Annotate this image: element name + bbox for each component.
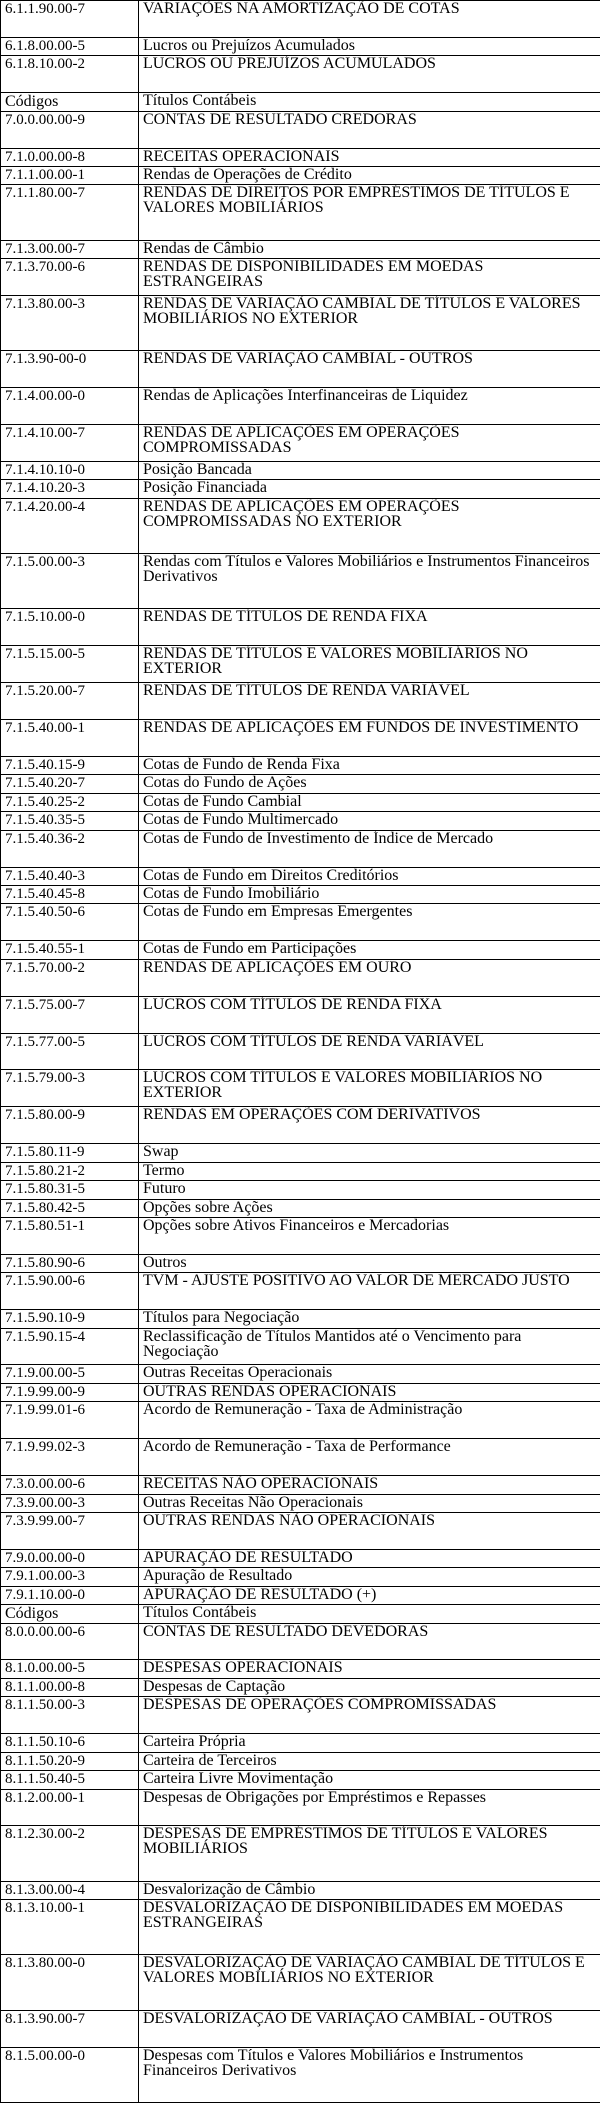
account-title xyxy=(139,646,600,683)
account-code-text: 7.1.9.99.00-9 xyxy=(5,1383,85,1400)
account-code-text: 7.1.5.80.90-6 xyxy=(5,1254,85,1271)
account-code xyxy=(1,351,139,388)
account-code-text: 7.1.4.10.00-7 xyxy=(5,425,85,442)
account-code-text: 7.1.5.75.00-7 xyxy=(5,996,85,1013)
account-code-text: 7.9.1.10.00-0 xyxy=(5,1586,85,1603)
account-code xyxy=(1,1697,139,1734)
account-code-text: 8.1.3.10.00-1 xyxy=(5,1900,85,1917)
account-code xyxy=(1,1826,139,1881)
account-code xyxy=(1,1402,139,1439)
account-title xyxy=(139,794,600,812)
account-code xyxy=(1,720,139,757)
account-title xyxy=(139,868,600,886)
account-title-text: Despesas com Títulos e Valores Mobiliários e Instrumentos Financeiros Derivativos xyxy=(143,2047,524,2079)
account-title-text: RENDAS DE APLICAÇÕES EM OPERAÇÕES COMPROMISSADAS xyxy=(143,425,460,457)
account-title-text: Posição Financiada xyxy=(143,480,267,497)
account-title xyxy=(139,149,600,167)
account-title xyxy=(139,56,600,93)
account-title xyxy=(139,185,600,240)
account-title xyxy=(139,1882,600,1900)
account-code-text: 7.1.3.70.00-6 xyxy=(5,259,85,276)
account-title-text: DESVALORIZAÇÃO DE VARIAÇÃO CAMBIAL - OUTROS xyxy=(143,2010,553,2027)
account-code-text: 7.1.4.10.20-3 xyxy=(5,480,85,497)
account-code xyxy=(1,1144,139,1162)
account-code-text: 7.1.3.90-00-0 xyxy=(5,351,87,368)
account-title-text: RENDAS DE VARIAÇÃO CAMBIAL DE TÍTULOS E VALORES MOBILIÁRIOS NO EXTERIOR xyxy=(143,296,581,328)
account-code-text: 8.1.1.50.00-3 xyxy=(5,1697,85,1714)
account-title xyxy=(139,1310,600,1328)
account-code xyxy=(1,1495,139,1513)
account-code xyxy=(1,38,139,56)
account-code xyxy=(1,812,139,830)
header-titles-cell xyxy=(139,1605,600,1623)
account-code xyxy=(1,1439,139,1476)
account-title-text: Acordo de Remuneração - Taxa de Administração xyxy=(143,1402,463,1419)
account-title xyxy=(139,259,600,296)
account-title xyxy=(139,1034,600,1071)
account-code-text: 7.1.4.00.00-0 xyxy=(5,388,85,405)
account-code xyxy=(1,167,139,185)
account-code xyxy=(1,1,139,38)
account-title-text: Opções sobre Ações xyxy=(143,1199,273,1216)
account-title xyxy=(139,1734,600,1752)
account-title-text: DESVALORIZAÇÃO DE VARIAÇÃO CAMBIAL DE TÍTULOS E VALORES MOBILIÁRIOS NO EXTERIOR xyxy=(143,1955,585,1987)
account-code xyxy=(1,1200,139,1218)
account-title-text: RENDAS DE APLICAÇÕES EM OURO xyxy=(143,959,412,976)
account-code xyxy=(1,1181,139,1199)
column-header-titles: Títulos Contábeis xyxy=(143,93,257,110)
account-code xyxy=(1,1163,139,1181)
account-title-text: Rendas de Aplicações Interfinanceiras de Liquidez xyxy=(143,388,468,405)
account-code xyxy=(1,1550,139,1568)
account-code-text: 8.1.2.00.00-1 xyxy=(5,1789,85,1806)
account-title-text: DESVALORIZAÇÃO DE DISPONIBILIDADES EM MOEDAS ESTRANGEIRAS xyxy=(143,1900,564,1932)
account-code-text: 8.1.2.30.00-2 xyxy=(5,1826,85,1843)
account-title-text: Acordo de Remuneração - Taxa de Performance xyxy=(143,1439,451,1456)
account-title-text: Cotas de Fundo de Renda Fixa xyxy=(143,756,340,773)
account-title-text: Rendas de Operações de Crédito xyxy=(143,166,352,183)
account-title-text: Lucros ou Prejuízos Acumulados xyxy=(143,37,355,54)
account-code xyxy=(1,2011,139,2048)
account-title xyxy=(139,1218,600,1255)
account-title xyxy=(139,2048,600,2103)
account-title xyxy=(139,1273,600,1310)
account-title xyxy=(139,1439,600,1476)
account-code xyxy=(1,683,139,720)
account-title-text: RENDAS DE TÍTULOS E VALORES MOBILIÁRIOS NO EXTERIOR xyxy=(143,646,528,678)
account-code xyxy=(1,794,139,812)
account-title xyxy=(139,1181,600,1199)
account-title xyxy=(139,1679,600,1697)
account-title-text: LUCROS COM TÍTULOS DE RENDA VARIÁVEL xyxy=(143,1033,484,1050)
account-title xyxy=(139,1568,600,1586)
account-code-text: 7.1.5.70.00-2 xyxy=(5,959,85,976)
account-code xyxy=(1,480,139,498)
account-code-text: 7.1.5.80.11-9 xyxy=(5,1144,85,1161)
account-title-text: Opções sobre Ativos Financeiros e Mercadorias xyxy=(143,1217,450,1234)
account-title xyxy=(139,1753,600,1771)
account-title xyxy=(139,1771,600,1789)
account-code xyxy=(1,1513,139,1550)
account-code xyxy=(1,1734,139,1752)
account-code-text: 7.1.5.79.00-3 xyxy=(5,1070,85,1087)
account-title-text: Cotas de Fundo Cambial xyxy=(143,793,302,810)
account-title-text: Cotas de Fundo de Investimento de Índice de Mercado xyxy=(143,830,494,847)
account-title-text: APURAÇÃO DE RESULTADO (+) xyxy=(143,1586,377,1603)
account-code xyxy=(1,904,139,941)
account-title-text: RECEITAS OPERACIONAIS xyxy=(143,148,340,165)
account-code-text: 7.1.5.40.36-2 xyxy=(5,830,85,847)
account-title-text: Swap xyxy=(143,1144,179,1161)
account-code xyxy=(1,1955,139,2010)
account-code xyxy=(1,1790,139,1827)
account-title xyxy=(139,1660,600,1678)
account-title-text: Cotas do Fundo de Ações xyxy=(143,775,307,792)
account-code-text: 7.1.5.80.00-9 xyxy=(5,1107,85,1124)
account-code xyxy=(1,1384,139,1402)
account-title-text: Rendas de Câmbio xyxy=(143,240,264,257)
account-title xyxy=(139,757,600,775)
account-title xyxy=(139,720,600,757)
account-title-text: RECEITAS NÃO OPERACIONAIS xyxy=(143,1476,379,1493)
account-code-text: 7.3.9.00.00-3 xyxy=(5,1494,85,1511)
account-title-text: CONTAS DE RESULTADO CREDORAS xyxy=(143,111,417,128)
account-title-text: Desvalorização de Câmbio xyxy=(143,1881,316,1898)
account-title xyxy=(139,775,600,793)
account-code-text: 8.1.1.50.20-9 xyxy=(5,1752,85,1769)
account-code xyxy=(1,1679,139,1697)
column-header-titles: Títulos Contábeis xyxy=(143,1605,257,1622)
account-title xyxy=(139,462,600,480)
account-code xyxy=(1,1882,139,1900)
account-code-text: 7.1.5.40.55-1 xyxy=(5,941,85,958)
account-title-text: DESPESAS DE OPERAÇÕES COMPROMISSADAS xyxy=(143,1697,497,1714)
account-title xyxy=(139,1790,600,1827)
account-title-text: APURAÇÃO DE RESULTADO xyxy=(143,1549,353,1566)
account-code xyxy=(1,1365,139,1383)
account-title xyxy=(139,1955,600,2010)
account-code-text: 7.1.5.80.51-1 xyxy=(5,1217,85,1234)
account-code-text: 7.1.5.20.00-7 xyxy=(5,683,85,700)
account-code xyxy=(1,775,139,793)
account-title-text: LUCROS COM TÍTULOS E VALORES MOBILIÁRIOS NO EXTERIOR xyxy=(143,1070,543,1102)
account-title xyxy=(139,351,600,388)
account-code-text: 7.1.5.80.21-2 xyxy=(5,1162,85,1179)
account-title-text: LUCROS OU PREJUÍZOS ACUMULADOS xyxy=(143,56,436,73)
account-title-text: LUCROS COM TÍTULOS DE RENDA FIXA xyxy=(143,996,442,1013)
account-code xyxy=(1,1771,139,1789)
account-title-text: Rendas com Títulos e Valores Mobiliários e Instrumentos Financeiros Derivativos xyxy=(143,554,590,586)
account-title xyxy=(139,1107,600,1144)
account-title xyxy=(139,941,600,959)
account-title xyxy=(139,167,600,185)
account-title xyxy=(139,241,600,259)
account-title-text: DESPESAS DE EMPRÉSTIMOS DE TÍTULOS E VALORES MOBILIÁRIOS xyxy=(143,1826,548,1858)
account-code xyxy=(1,1310,139,1328)
account-code-text: 8.1.1.50.10-6 xyxy=(5,1734,85,1751)
account-code-text: 7.1.9.99.02-3 xyxy=(5,1439,85,1456)
account-code-text: 7.1.5.00.00-3 xyxy=(5,554,85,571)
account-code xyxy=(1,499,139,554)
account-code xyxy=(1,425,139,462)
account-title xyxy=(139,554,600,609)
account-code xyxy=(1,757,139,775)
account-code-text: 7.1.0.00.00-8 xyxy=(5,148,85,165)
header-codes-cell xyxy=(1,1605,139,1623)
account-title-text: TVM - AJUSTE POSITIVO AO VALOR DE MERCADO JUSTO xyxy=(143,1273,570,1290)
account-code-text: 7.1.5.80.31-5 xyxy=(5,1181,85,1198)
account-code xyxy=(1,1070,139,1107)
account-title xyxy=(139,1384,600,1402)
account-code-text: 7.1.5.80.42-5 xyxy=(5,1199,85,1216)
account-title xyxy=(139,1070,600,1107)
account-code-text: 7.9.1.00.00-3 xyxy=(5,1568,85,1585)
account-code-text: 7.1.4.20.00-4 xyxy=(5,498,85,515)
account-title xyxy=(139,1402,600,1439)
account-title-text: Cotas de Fundo em Empresas Emergentes xyxy=(143,904,413,921)
account-code xyxy=(1,1476,139,1494)
account-code xyxy=(1,1587,139,1605)
account-title xyxy=(139,831,600,868)
column-header-codes: Códigos xyxy=(5,93,59,111)
account-title-text: Despesas de Obrigações por Empréstimos e Repasses xyxy=(143,1789,487,1806)
account-code xyxy=(1,886,139,904)
account-code-text: 8.1.0.00.00-5 xyxy=(5,1660,85,1677)
account-code xyxy=(1,296,139,351)
account-code-text: 8.0.0.00.00-6 xyxy=(5,1623,85,1640)
account-title-text: Cotas de Fundo Imobiliário xyxy=(143,886,320,903)
account-code-text: 7.1.5.40.25-2 xyxy=(5,793,85,810)
account-code xyxy=(1,56,139,93)
account-code xyxy=(1,462,139,480)
account-code-text: 8.1.1.00.00-8 xyxy=(5,1678,85,1695)
account-code-text: 7.1.5.40.35-5 xyxy=(5,812,85,829)
account-title xyxy=(139,1476,600,1494)
account-code xyxy=(1,1107,139,1144)
account-code xyxy=(1,554,139,609)
account-code xyxy=(1,2048,139,2103)
account-code xyxy=(1,1568,139,1586)
account-title xyxy=(139,296,600,351)
account-code xyxy=(1,941,139,959)
account-title-text: VARIAÇÕES NA AMORTIZAÇÃO DE COTAS xyxy=(143,1,460,17)
account-code-text: 6.1.8.10.00-2 xyxy=(5,56,85,73)
account-code-text: 7.3.9.99.00-7 xyxy=(5,1512,85,1529)
account-title xyxy=(139,38,600,56)
account-title xyxy=(139,1550,600,1568)
account-code xyxy=(1,1034,139,1071)
account-code xyxy=(1,1660,139,1678)
account-title-text: Cotas de Fundo em Direitos Creditórios xyxy=(143,867,399,884)
account-code-text: 7.1.5.15.00-5 xyxy=(5,646,85,663)
account-code xyxy=(1,1255,139,1273)
account-code xyxy=(1,185,139,240)
account-code-text: 7.1.5.90.15-4 xyxy=(5,1328,85,1345)
account-code xyxy=(1,388,139,425)
account-code-text: 7.1.5.77.00-5 xyxy=(5,1033,85,1050)
account-title xyxy=(139,683,600,720)
account-title-text: CONTAS DE RESULTADO DEVEDORAS xyxy=(143,1623,429,1640)
account-code-text: 7.1.5.40.45-8 xyxy=(5,886,85,903)
account-code xyxy=(1,960,139,997)
account-code-text: 7.1.5.40.50-6 xyxy=(5,904,85,921)
account-title-text: RENDAS DE TÍTULOS DE RENDA FIXA xyxy=(143,609,428,626)
account-title xyxy=(139,425,600,462)
account-code-text: 8.1.3.90.00-7 xyxy=(5,2010,85,2027)
account-title xyxy=(139,609,600,646)
account-code-text: 6.1.1.90.00-7 xyxy=(5,1,85,17)
account-title xyxy=(139,886,600,904)
account-title xyxy=(139,1624,600,1661)
account-title xyxy=(139,812,600,830)
account-title-text: Cotas de Fundo em Participações xyxy=(143,941,357,958)
account-title-text: RENDAS DE TÍTULOS DE RENDA VARIÁVEL xyxy=(143,683,470,700)
account-title-text: Termo xyxy=(143,1162,185,1179)
account-title xyxy=(139,1255,600,1273)
account-code xyxy=(1,259,139,296)
account-title xyxy=(139,960,600,997)
header-codes-cell xyxy=(1,93,139,111)
account-code xyxy=(1,609,139,646)
account-title xyxy=(139,1513,600,1550)
account-code-text: 7.0.0.00.00-9 xyxy=(5,111,85,128)
account-code-text: 7.1.4.10.10-0 xyxy=(5,461,85,478)
account-title xyxy=(139,1163,600,1181)
account-code xyxy=(1,1218,139,1255)
account-title-text: Outras Receitas Operacionais xyxy=(143,1365,333,1382)
account-code-text: 7.1.5.40.15-9 xyxy=(5,756,85,773)
account-code-text: 7.1.9.00.00-5 xyxy=(5,1365,85,1382)
account-title-text: OUTRAS RENDAS NÃO OPERACIONAIS xyxy=(143,1512,436,1529)
account-title xyxy=(139,2011,600,2048)
account-code-text: 7.1.1.80.00-7 xyxy=(5,185,85,202)
account-title-text: Carteira de Terceiros xyxy=(143,1752,277,1769)
account-title-text: Posição Bancada xyxy=(143,461,252,478)
account-code xyxy=(1,1329,139,1366)
account-code-text: 7.1.3.80.00-3 xyxy=(5,296,85,313)
account-code-text: 7.1.9.99.01-6 xyxy=(5,1402,85,1419)
account-title-text: DESPESAS OPERACIONAIS xyxy=(143,1660,343,1677)
account-title-text: RENDAS DE DISPONIBILIDADES EM MOEDAS ESTRANGEIRAS xyxy=(143,259,484,291)
account-code-text: 8.1.3.00.00-4 xyxy=(5,1881,85,1898)
account-code-text: 7.1.1.00.00-1 xyxy=(5,166,85,183)
account-title-text: Reclassificação de Títulos Mantidos até o Vencimento para Negociação xyxy=(143,1328,522,1360)
account-title xyxy=(139,1587,600,1605)
account-code xyxy=(1,1900,139,1955)
account-title-text: Cotas de Fundo Multimercado xyxy=(143,812,339,829)
account-title-text: RENDAS DE DIREITOS POR EMPRÉSTIMOS DE TÍTULOS E VALORES MOBILIÁRIOS xyxy=(143,185,570,217)
account-code-text: 8.1.5.00.00-0 xyxy=(5,2047,85,2064)
account-title xyxy=(139,112,600,149)
account-title xyxy=(139,1329,600,1366)
account-title xyxy=(139,1365,600,1383)
account-title-text: Títulos para Negociação xyxy=(143,1310,300,1327)
account-code-text: 7.1.5.90.10-9 xyxy=(5,1310,85,1327)
account-title xyxy=(139,499,600,554)
account-title-text: OUTRAS RENDAS OPERACIONAIS xyxy=(143,1383,397,1400)
account-title xyxy=(139,1900,600,1955)
account-title xyxy=(139,1826,600,1881)
account-title-text: Futuro xyxy=(143,1181,186,1198)
account-title xyxy=(139,1495,600,1513)
account-code xyxy=(1,1753,139,1771)
account-title-text: RENDAS DE APLICAÇÕES EM FUNDOS DE INVESTIMENTO xyxy=(143,720,579,737)
account-code-text: 6.1.8.00.00-5 xyxy=(5,37,85,54)
account-code xyxy=(1,149,139,167)
account-code-text: 7.1.5.40.20-7 xyxy=(5,775,85,792)
account-title-text: RENDAS DE APLICAÇÕES EM OPERAÇÕES COMPROMISSADAS NO EXTERIOR xyxy=(143,498,460,530)
account-title-text: Apuração de Resultado xyxy=(143,1568,293,1585)
account-code-text: 7.1.3.00.00-7 xyxy=(5,240,85,257)
header-titles-cell xyxy=(139,93,600,111)
account-title xyxy=(139,480,600,498)
account-code xyxy=(1,1624,139,1661)
account-code xyxy=(1,646,139,683)
account-title xyxy=(139,388,600,425)
account-code-text: 7.1.5.10.00-0 xyxy=(5,609,85,626)
account-title xyxy=(139,1200,600,1218)
account-code xyxy=(1,1273,139,1310)
account-title xyxy=(139,1144,600,1162)
account-title xyxy=(139,904,600,941)
account-title-text: RENDAS EM OPERAÇÕES COM DERIVATIVOS xyxy=(143,1107,481,1124)
account-title xyxy=(139,1697,600,1734)
account-code-text: 7.1.5.40.00-1 xyxy=(5,720,85,737)
account-code xyxy=(1,831,139,868)
account-title-text: Carteira Livre Movimentação xyxy=(143,1771,334,1788)
account-title-text: Outros xyxy=(143,1254,187,1271)
account-code-text: 7.1.5.90.00-6 xyxy=(5,1273,85,1290)
account-code-text: 7.9.0.00.00-0 xyxy=(5,1549,85,1566)
account-code-text: 8.1.3.80.00-0 xyxy=(5,1955,85,1972)
account-title xyxy=(139,1,600,38)
account-title-text: Despesas de Captação xyxy=(143,1678,286,1695)
account-title-text: RENDAS DE VARIAÇÃO CAMBIAL - OUTROS xyxy=(143,351,473,368)
account-code-text: 7.3.0.00.00-6 xyxy=(5,1476,85,1493)
account-code xyxy=(1,241,139,259)
account-code xyxy=(1,112,139,149)
account-title-text: Carteira Própria xyxy=(143,1734,246,1751)
account-title xyxy=(139,997,600,1034)
account-code xyxy=(1,868,139,886)
column-header-codes: Códigos xyxy=(5,1605,59,1623)
account-code-text: 8.1.1.50.40-5 xyxy=(5,1771,85,1788)
account-code-text: 7.1.5.40.40-3 xyxy=(5,867,85,884)
account-title-text: Outras Receitas Não Operacionais xyxy=(143,1494,363,1511)
account-code xyxy=(1,997,139,1034)
